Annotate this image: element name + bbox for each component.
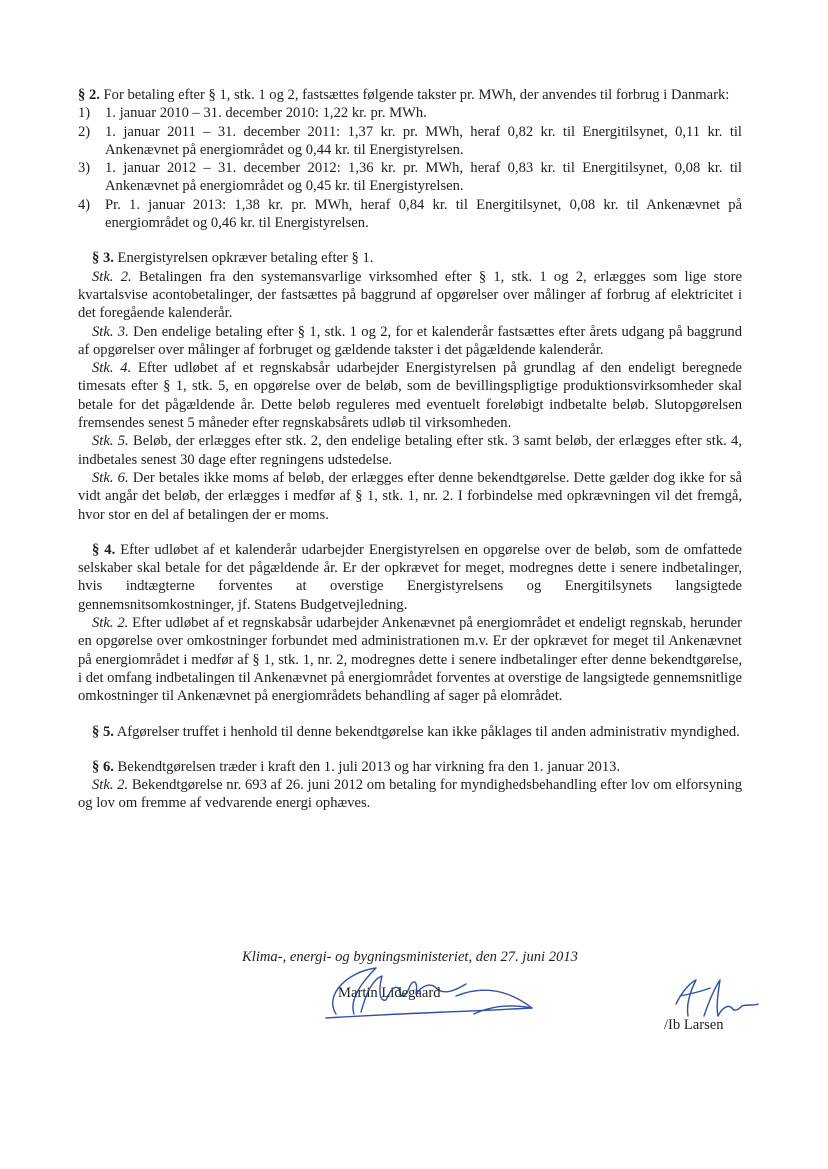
section-3-number: § 3. <box>92 250 114 267</box>
section-4-stk-2 <box>78 614 742 705</box>
section-5-number: § 5. <box>92 723 114 740</box>
section-2-text: For betaling efter § 1, stk. 1 og 2, fastsættes følgende takster pr. MWh, der anvendes til forbrug i Danmark: <box>99 87 730 103</box>
list-item-number: 3) <box>78 160 91 177</box>
section-5-text-block <box>78 723 742 741</box>
section-3-text: Energistyrelsen opkræver betaling efter § 1. <box>113 250 374 267</box>
list-item-number: 4) <box>78 196 91 213</box>
list-item-number: 2) <box>78 123 91 140</box>
section-4 <box>78 541 742 706</box>
list-item-number: 1) <box>78 105 91 122</box>
list-item-text: 1. januar 2011 – 31. december 2011: 1,37 kr. pr. MWh, heraf 0,82 kr. til Energitilsynet, 0,11 kr. til Ankenævnet på energiområdet og 0,44 kr. til Energistyrelsen. <box>105 123 742 158</box>
list-item-text: 1. januar 2010 – 31. december 2010: 1,22 kr. pr. MWh. <box>105 105 427 122</box>
section-3 <box>78 249 742 523</box>
stk-text: Efter udløbet af et regnskabsår udarbejder Energistyrelsen på grundlag af den endeligt beregnede timesats efter § 1, stk. 5, en opgørelse over de beløb, som de bevillingspligtige produktionsvirksomheder skal betale for det pågældende år. Dette beløb reguleres med eventuelt foreløbigt indbetalte beløb. Slutopgørelsen fremsendes senest 5 måneder efter regnskabsårets udløb til virksomheden. <box>78 360 742 432</box>
signer-name-1: Martin Lidegaard <box>338 985 441 1001</box>
section-4-intro <box>78 541 742 614</box>
section-4-number: § 4. <box>92 541 116 558</box>
stk-text: Den endelige betaling efter § 1, stk. 1 og 2, for et kalenderår fastsættes efter årets udgang på baggrund af opgørelser over målinger af forbruget og gældende takster i det pågældende kalenderår. <box>78 323 742 358</box>
list-item <box>78 196 742 233</box>
list-item <box>78 159 742 196</box>
section-6-stk-2 <box>78 776 742 813</box>
list-item <box>78 123 742 160</box>
stk-label: Stk. 2. <box>92 777 129 794</box>
section-3-stk-2 <box>78 268 742 323</box>
section-5-text: Afgørelser truffet i henhold til denne bekendtgørelse kan ikke påklages til anden administrativ myndighed. <box>113 723 740 740</box>
rate-list <box>78 104 742 232</box>
stk-text: Beløb, der erlægges efter stk. 2, den endelige betaling efter stk. 3 samt beløb, der erlægges efter stk. 4, indbetales senest 30 dage efter regningens udstedelse. <box>78 433 742 468</box>
section-6-text: Bekendtgørelsen træder i kraft den 1. juli 2013 og har virkning fra den 1. januar 2013. <box>113 758 621 775</box>
stk-label: Stk. 5. <box>92 433 129 450</box>
section-2-intro <box>78 86 742 104</box>
signer-name-2: /Ib Larsen <box>664 1017 724 1033</box>
stk-text: Efter udløbet af et regnskabsår udarbejder Ankenævnet på energiområdet et endeligt regnskab, herunder en opgørelse over omkostninger forbundet med administrationen m.v. Er der opkrævet for meget til Ankenævnet på energiområdet i medfør af § 1, stk. 1, nr. 2, modregnes dette i senere indbetalinger efter denne bekendtgørelse, i det omfang indbetalingen til Ankenævnet på energiområdet forventes at overstige de langsigtede gennemsnitlige omkostninger til Ankenævnet på energiområdets behandling af sager på elområdet. <box>78 615 742 705</box>
stk-label: Stk. 2. <box>92 615 129 632</box>
section-2-number: § 2. <box>78 87 100 103</box>
stk-label: Stk. 6. <box>92 469 129 486</box>
section-3-stk-4 <box>78 359 742 432</box>
section-3-stk-6 <box>78 469 742 524</box>
section-6 <box>78 758 742 813</box>
stk-text: Der betales ikke moms af beløb, der erlægges efter denne bekendtgørelse. Dette gælder dog ikke for så vidt angår det beløb, der erlægges i medfør af § 1, stk. 1, nr. 2. I forbindelse med opkrævningen vil det fremgå, hvor stor en del af betalingen der er moms. <box>78 469 743 523</box>
section-6-number: § 6. <box>92 758 114 775</box>
stk-label: Stk. 4. <box>92 360 132 377</box>
section-3-stk-5 <box>78 432 742 469</box>
section-3-stk-3 <box>78 323 742 360</box>
section-3-intro <box>78 249 742 267</box>
place-and-date: Klima-, energi- og bygningsministeriet, den 27. juni 2013 <box>242 949 578 965</box>
stk-label: Stk. 3. <box>92 323 129 340</box>
list-item <box>78 104 742 122</box>
section-5 <box>78 723 742 741</box>
list-item-text: 1. januar 2012 – 31. december 2012: 1,36 kr. pr. MWh, heraf 0,83 kr. til Energitilsynet, 0,08 kr. til Ankenævnet på energiområdet og 0,45 kr. til Energistyrelsen. <box>105 160 742 195</box>
document-page <box>78 86 743 1033</box>
section-6-intro <box>78 758 742 776</box>
stk-text: Betalingen fra den systemansvarlige virksomhed efter § 1, stk. 1 og 2, erlægges som lige store kvartalsvise acontobetalinger, der fastsættes på baggrund af opgørelser over målinger af forbrug af elektricitet i det foregående kalenderår. <box>78 268 742 322</box>
stk-text: Bekendtgørelse nr. 693 af 26. juni 2012 om betaling for myndighedsbehandling efter lov om elforsyning og lov om fremme af vedvarende energi ophæves. <box>78 777 742 812</box>
section-2 <box>78 86 742 232</box>
stk-label: Stk. 2. <box>92 268 132 285</box>
section-4-text: Efter udløbet af et kalenderår udarbejder Energistyrelsen en opgørelse over de beløb, som de omfattede selskaber skal betale for det pågældende år. Er der opkrævet for meget, modregnes dette i senere indbetalinger, hvis indtægterne forventes at overstige Energistyrelsens og Energitilsynets langsigtede gennemsnitsomkostninger, jf. Statens Budgetvejledning. <box>78 541 742 613</box>
list-item-text: Pr. 1. januar 2013: 1,38 kr. pr. MWh, heraf 0,84 kr. til Energitilsynet, 0,08 kr. til Ankenævnet på energiområdet og 0,46 kr. til Energistyrelsen. <box>105 196 742 232</box>
